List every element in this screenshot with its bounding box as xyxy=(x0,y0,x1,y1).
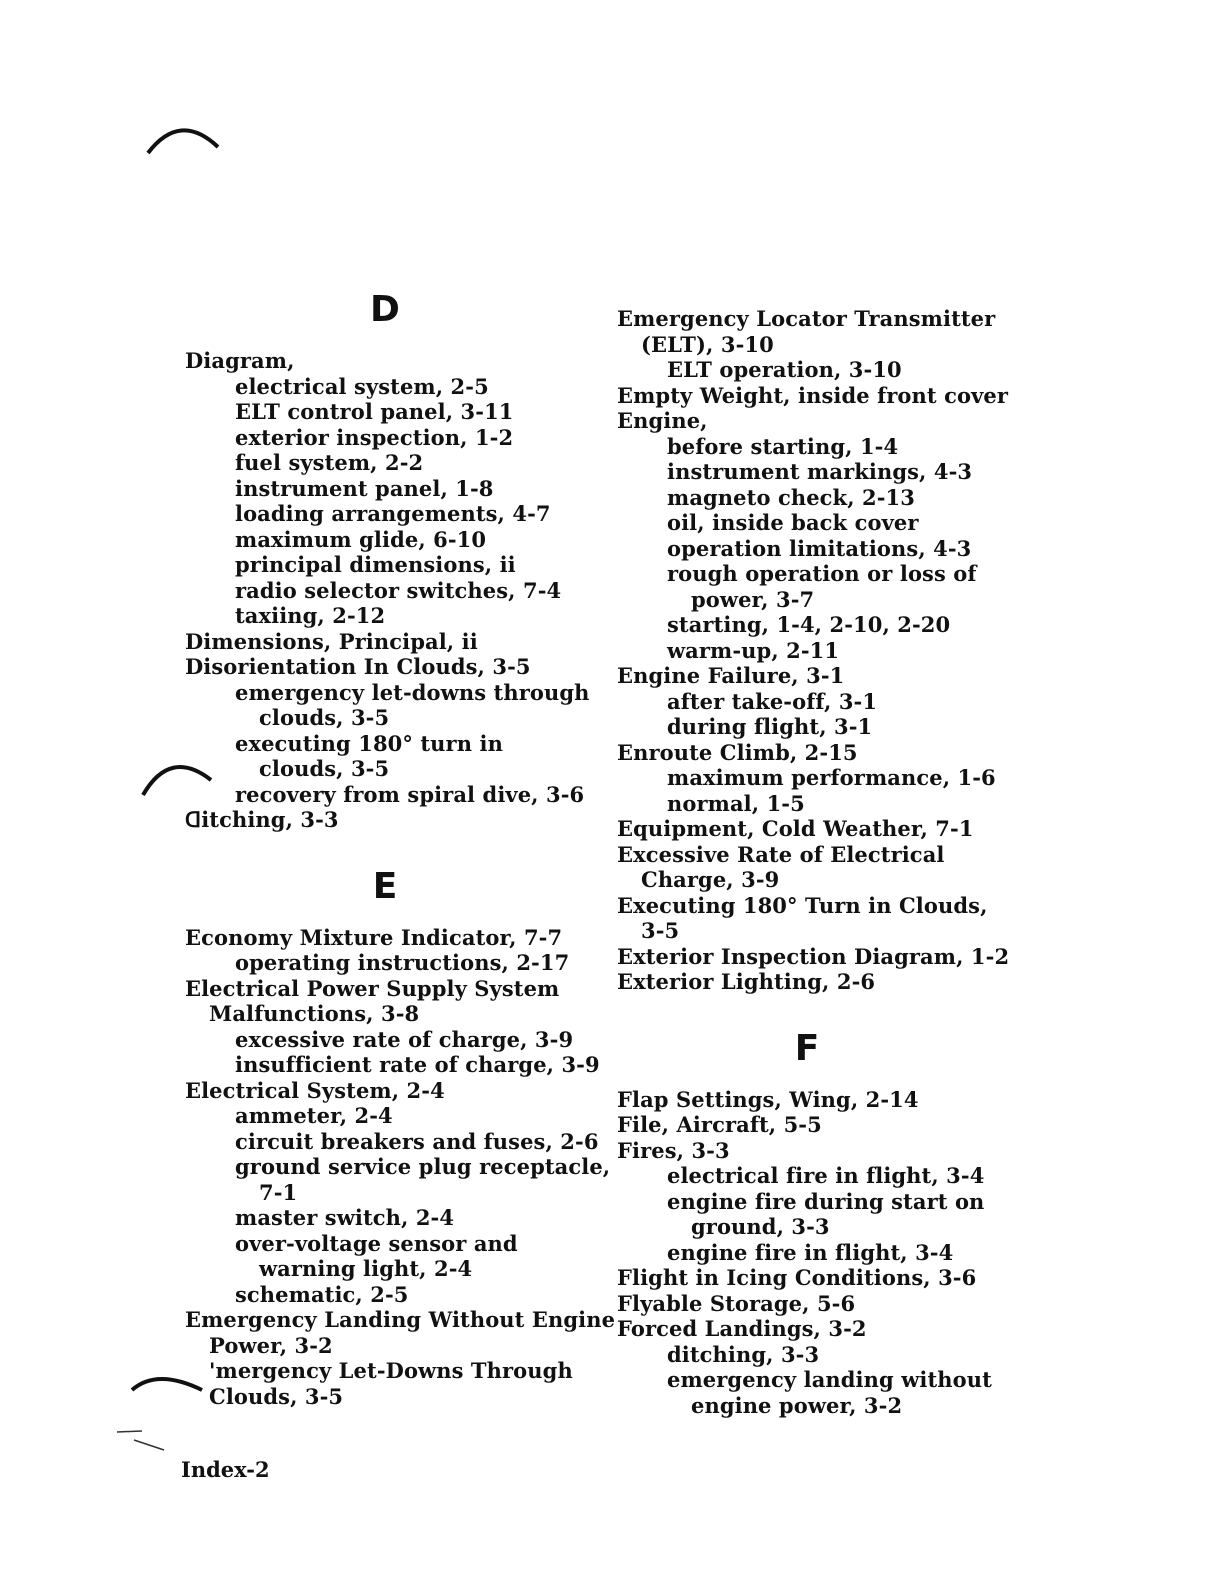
index-subentry: ammeter, 2-4 xyxy=(235,1103,393,1128)
binder-hole-mark-top xyxy=(140,115,230,160)
index-entry: Equipment, Cold Weather, 7-1 xyxy=(617,816,974,841)
index-entry: Flap Settings, Wing, 2-14 xyxy=(617,1086,919,1112)
index-entry: Economy Mixture Indicator, 7-7 xyxy=(185,924,563,950)
section-letter-d: D xyxy=(370,289,400,330)
section-letter-f: F xyxy=(794,1027,820,1069)
index-subentry: master switch, 2-4 xyxy=(235,1205,455,1230)
index-subentry: engine fire during start on xyxy=(667,1188,985,1214)
index-entry: Exterior Lighting, 2-6 xyxy=(617,969,876,994)
index-subentry: instrument markings, 4-3 xyxy=(667,459,973,484)
index-subentry: over-voltage sensor and xyxy=(235,1230,518,1256)
index-subentry: taxiing, 2-12 xyxy=(235,603,386,628)
index-entry: Emergency Locator Transmitter xyxy=(617,306,996,331)
index-entry: File, Aircraft, 5-5 xyxy=(617,1112,822,1137)
index-subentry: normal, 1-5 xyxy=(667,790,805,816)
right-column xyxy=(617,306,1017,1418)
index-subentry: executing 180° turn in xyxy=(235,730,503,756)
index-entry: Emergency Landing Without Engine xyxy=(185,1307,616,1332)
index-subentry: ditching, 3-3 xyxy=(667,1341,820,1367)
index-subentry-continuation: engine power, 3-2 xyxy=(691,1392,903,1418)
index-entry-continuation: Clouds, 3-5 xyxy=(209,1383,344,1409)
page-footer: Index-2 xyxy=(181,1457,270,1482)
index-subentry: exterior inspection, 1-2 xyxy=(235,424,514,450)
index-subentry-continuation: warning light, 2-4 xyxy=(259,1256,473,1281)
index-entry: Engine, xyxy=(617,408,708,433)
index-entry: Flyable Storage, 5-6 xyxy=(617,1290,856,1316)
index-subentry: after take-off, 3-1 xyxy=(667,688,878,714)
index-entry: Enroute Climb, 2-15 xyxy=(617,739,858,765)
index-entry: Forced Landings, 3-2 xyxy=(617,1316,867,1341)
index-entry: Exterior Inspection Diagram, 1-2 xyxy=(617,943,1010,969)
index-subentry: radio selector switches, 7-4 xyxy=(235,577,562,603)
index-entry-continuation: Malfunctions, 3-8 xyxy=(209,1001,420,1026)
section-spacer xyxy=(617,995,1017,1027)
left-column xyxy=(185,288,616,1409)
index-subentry: maximum glide, 6-10 xyxy=(235,526,487,552)
index-entry: Disorientation In Clouds, 3-5 xyxy=(185,654,531,679)
section-f-entries xyxy=(617,1087,1017,1419)
index-subentry: oil, inside back cover xyxy=(667,510,919,535)
index-subentry: ELT operation, 3-10 xyxy=(667,357,902,382)
index-subentry: during flight, 3-1 xyxy=(667,714,873,739)
section-letter-e: E xyxy=(372,865,398,907)
index-subentry: warm-up, 2-11 xyxy=(667,637,840,663)
index-entry-continuation: Charge, 3-9 xyxy=(641,867,780,892)
section-e-continued-entries xyxy=(617,306,1017,995)
index-subentry-continuation: clouds, 3-5 xyxy=(259,705,390,730)
index-entry-continuation: 3-5 xyxy=(641,918,680,943)
index-subentry: circuit breakers and fuses, 2-6 xyxy=(235,1128,599,1154)
index-entry: ꓷitching, 3-3 xyxy=(185,807,339,832)
index-subentry: schematic, 2-5 xyxy=(235,1281,409,1307)
index-subentry: principal dimensions, ii xyxy=(235,552,516,577)
index-subentry-continuation: 7-1 xyxy=(259,1179,298,1205)
index-subentry: electrical fire in flight, 3-4 xyxy=(667,1163,985,1188)
index-subentry-continuation: power, 3-7 xyxy=(691,586,815,612)
index-entry: Executing 180° Turn in Clouds, xyxy=(617,892,988,918)
section-d-entries xyxy=(185,348,595,833)
index-subentry: emergency let-downs through xyxy=(235,679,590,705)
index-subentry: ground service plug receptacle, xyxy=(235,1154,611,1179)
index-subentry: electrical system, 2-5 xyxy=(235,373,489,399)
index-entry: Electrical System, 2-4 xyxy=(185,1077,445,1103)
index-subentry: ELT control panel, 3-11 xyxy=(235,399,514,424)
index-entry: 'mergency Let-Downs Through xyxy=(209,1358,573,1383)
index-entry-continuation: Power, 3-2 xyxy=(209,1332,333,1358)
index-entry: Dimensions, Principal, ii xyxy=(185,628,478,654)
index-subentry: rough operation or loss of xyxy=(667,561,977,586)
section-spacer xyxy=(185,833,595,865)
index-subentry: operation limitations, 4-3 xyxy=(667,535,972,561)
index-subentry: insufficient rate of charge, 3-9 xyxy=(235,1052,600,1077)
index-subentry-continuation: clouds, 3-5 xyxy=(259,756,390,781)
index-entry-continuation: (ELT), 3-10 xyxy=(641,331,774,357)
index-subentry: excessive rate of charge, 3-9 xyxy=(235,1026,574,1052)
index-subentry: before starting, 1-4 xyxy=(667,433,899,459)
index-subentry: operating instructions, 2-17 xyxy=(235,950,570,975)
index-subentry: maximum performance, 1-6 xyxy=(667,765,996,790)
index-subentry: loading arrangements, 4-7 xyxy=(235,501,551,526)
index-entry: Fires, 3-3 xyxy=(617,1137,730,1163)
index-entry: Empty Weight, inside front cover xyxy=(617,382,1009,408)
index-entry: Flight in Icing Conditions, 3-6 xyxy=(617,1265,977,1290)
index-subentry: recovery from spiral dive, 3-6 xyxy=(235,781,585,807)
index-subentry: instrument panel, 1-8 xyxy=(235,475,494,501)
index-subentry: engine fire in flight, 3-4 xyxy=(667,1239,954,1265)
index-entry: Diagram, xyxy=(185,348,295,373)
index-entry: Excessive Rate of Electrical xyxy=(617,841,945,867)
index-subentry: magneto check, 2-13 xyxy=(667,484,915,510)
section-e-entries xyxy=(185,924,616,1410)
index-subentry: fuel system, 2-2 xyxy=(235,450,424,475)
index-subentry-continuation: ground, 3-3 xyxy=(691,1214,830,1239)
index-subentry: emergency landing without xyxy=(667,1367,992,1392)
index-entry: Electrical Power Supply System xyxy=(185,975,560,1001)
index-entry: Engine Failure, 3-1 xyxy=(617,663,845,688)
index-subentry: starting, 1-4, 2-10, 2-20 xyxy=(667,612,951,637)
